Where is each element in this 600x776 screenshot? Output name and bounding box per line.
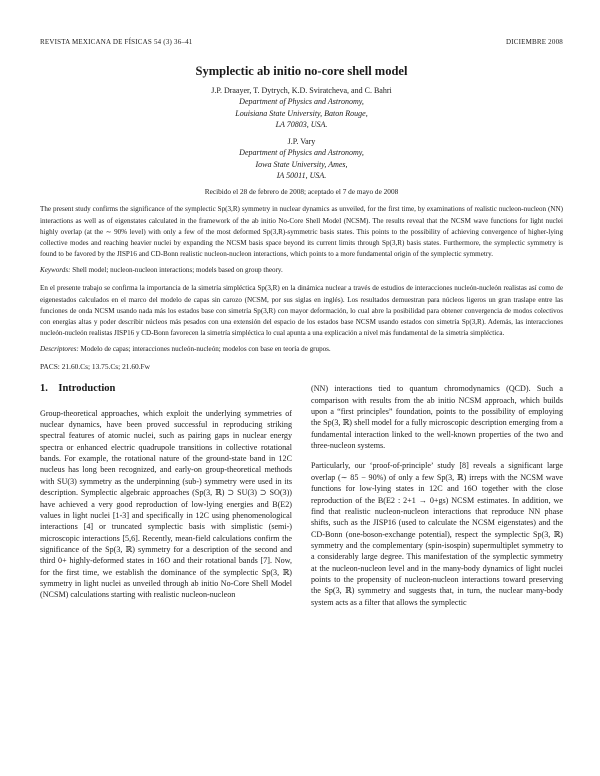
affiliation-university: Louisiana State University, Baton Rouge, (235, 108, 368, 118)
affiliation-dept: Department of Physics and Astronomy, (239, 97, 364, 107)
intro-paragraph-3: Particularly, our ‘proof-of-principle’ study [8] reveals a significant large overlap (∼ 85 − 90%) of only a few Sp(3, ℝ) irreps with the NCSM wave functions for low-lying states in 12C and 16O together with the close reproduction of the B(E2 : 2+1 → 0+gs) NCSM estimates. In addition, we find that realistic nucleon-nucleon interactions that reproduce NN phase shifts, such as the JISP16 (used to calculate the NCSM eigenstates) and the CD-Bonn (one-boson-exchange potential), respect the symplectic Sp(3, ℝ) symmetry and the complementary (spin-isospin) supermultiplet symmetry to a considerably large degree. This manifestation of the symplectic symmetry at the nucleon-nucleon level and in the many-body dynamics of light nuclei points to the propensity of nucleon-nucleon interactions toward preserving the Sp(3, ℝ) symmetry and suggests that, in turn, the nuclear many-body system acts as a filter that allows the symplectic (311, 461, 563, 607)
pacs-codes: PACS: 21.60.Cs; 13.75.Cs; 21.60.Fw (40, 362, 150, 372)
affiliation-university-2: Iowa State University, Ames, (255, 159, 348, 169)
section-heading (40, 383, 292, 394)
journal-citation: REVISTA MEXICANA DE FÍSICAS 54 (3) 36–41 (40, 38, 193, 46)
descriptores-text: Modelo de capas; interacciones nucleón-nucleón; modelos con base en teoría de grupos. (80, 345, 331, 354)
keywords-spanish (40, 345, 563, 353)
author-block-lsu (40, 85, 563, 130)
received-dates: Recibido el 28 de febrero de 2008; aceptado el 7 de mayo de 2008 (204, 187, 399, 197)
issue-date: DICIEMBRE 2008 (505, 38, 563, 46)
section-number: 1. (40, 383, 48, 395)
paper-title: Symplectic ab initio no-core shell model (195, 64, 408, 78)
intro-paragraph-2: (NN) interactions tied to quantum chromodynamics (QCD). Such a comparison with results from the ab initio NCSM approach, which builds upon a “first principles” foundation, points to the possibility of employing the Sp(3, ℝ) shell model for a fully microscopic description emerging from a fundamental interaction linked to the well-known properties of the two and three-nucleon systems. (311, 384, 563, 451)
keywords-label: Keywords: (40, 266, 71, 275)
author-block-iowa (40, 136, 563, 181)
body-columns (40, 383, 563, 608)
left-column (40, 383, 292, 608)
running-header (40, 38, 563, 46)
affiliation-dept-2: Department of Physics and Astronomy, (239, 148, 364, 158)
affiliation-city: LA 70803, USA. (275, 119, 328, 129)
section-title: Introduction (58, 383, 116, 395)
abstract-spanish: En el presente trabajo se confirma la importancia de la simetría simpléctica Sp(3,R) en la dinámica nuclear a través de estudios de interacciones nucleón-nucleón realistas así como de eigenestados calculados en el marco del modelo de capas sin carozo (NCSM, por sus siglas en inglés). Los resultados demuestran para núcleos ligeros un gran traslape entre las funciones de onda NCSM usando nada más los estados base con simetría Sp(3,R) con mayor deformación, lo cual abre la posibilidad para obtener convergencia de modos colectivos con energías altas y poder describir núcleos más pesados con una extensión del espacio de los estados base NCSM usando estados con simetría Sp(3,R). Además, las interacciones nucleón-nucleón realistas JISP16 y CD-Bonn favorecen la simetría simpléctica lo cual apunta a una explicación a nivel más fundamental de la simetría simpléctica. (40, 284, 563, 338)
author-names: J.P. Draayer, T. Dytrych, K.D. Sviratcheva, and C. Bahri (211, 86, 392, 95)
abstract-english: The present study confirms the significance of the symplectic Sp(3,R) symmetry in nuclear dynamics as unveiled, for the first time, by examinations of realistic nucleon-nucleon (NN) interactions as well as of eigenstates calculated in the framework of the ab initio No-Core Shell Model (NCSM). The results reveal that the NCSM wave functions for light nuclei highly overlap (at the ∼ 90% level) with only a few of the most deformed Sp(3,R)-symmetric basis states. This points to the possibility of achieving convergence of higher-lying collective modes and reaching heavier nuclei by expanding the NCSM basis space beyond its current limits through Sp(3,R) basis states. Furthermore, the symplectic symmetry is found to be favored by the JISP16 and CD-Bonn realistic nucleon-nucleon interactions, which points to a more fundamental origin of the symplectic symmetry. (40, 205, 563, 259)
right-column (311, 383, 563, 608)
keywords-text: Shell model; nucleon-nucleon interactions; models based on group theory. (72, 266, 283, 275)
paper-page (40, 38, 563, 608)
affiliation-city-2: IA 50011, USA. (276, 171, 327, 181)
author-name-vary: J.P. Vary (287, 137, 316, 147)
descriptores-label: Descriptores: (40, 345, 79, 354)
intro-paragraph-1: Group-theoretical approaches, which exploit the underlying symmetries of nuclear dynamics, have been proved successful in reproducing striking spectral features of atomic nuclei, such as pairing gaps in nuclear energy spectra or enhanced electric quadrupole transitions in collective rotational bands. For example, the rotational nature of the ground-state band in 12C nucleus has long been recognized, and early-on group-theoretical methods with SU(3) symmetry as the underpinning (sub-) symmetry were used in its description. Symplectic algebraic approaches (Sp(3, ℝ) ⊃ SU(3) ⊃ SO(3)) have achieved a very good reproduction of low-lying energies and B(E2) values in light nuclei [1-3] and specifically in 12C using phenomenological interactions [4] or truncated symplectic basis with simplistic (semi-) microscopic interactions [5,6]. Recently, mean-field calculations confirm the significance of the Sp(3, ℝ) symmetry for a description of the second and third 0+ highly-deformed states in 16O and their rotational bands [7]. Now, for the first time, we establish the dominance of the symplectic Sp(3, ℝ) symmetry in light nuclei as unveiled through ab initio No-Core Shell Model (NCSM) calculations starting with realistic nucleon-nucleon (40, 408, 292, 600)
keywords-english (40, 266, 563, 274)
